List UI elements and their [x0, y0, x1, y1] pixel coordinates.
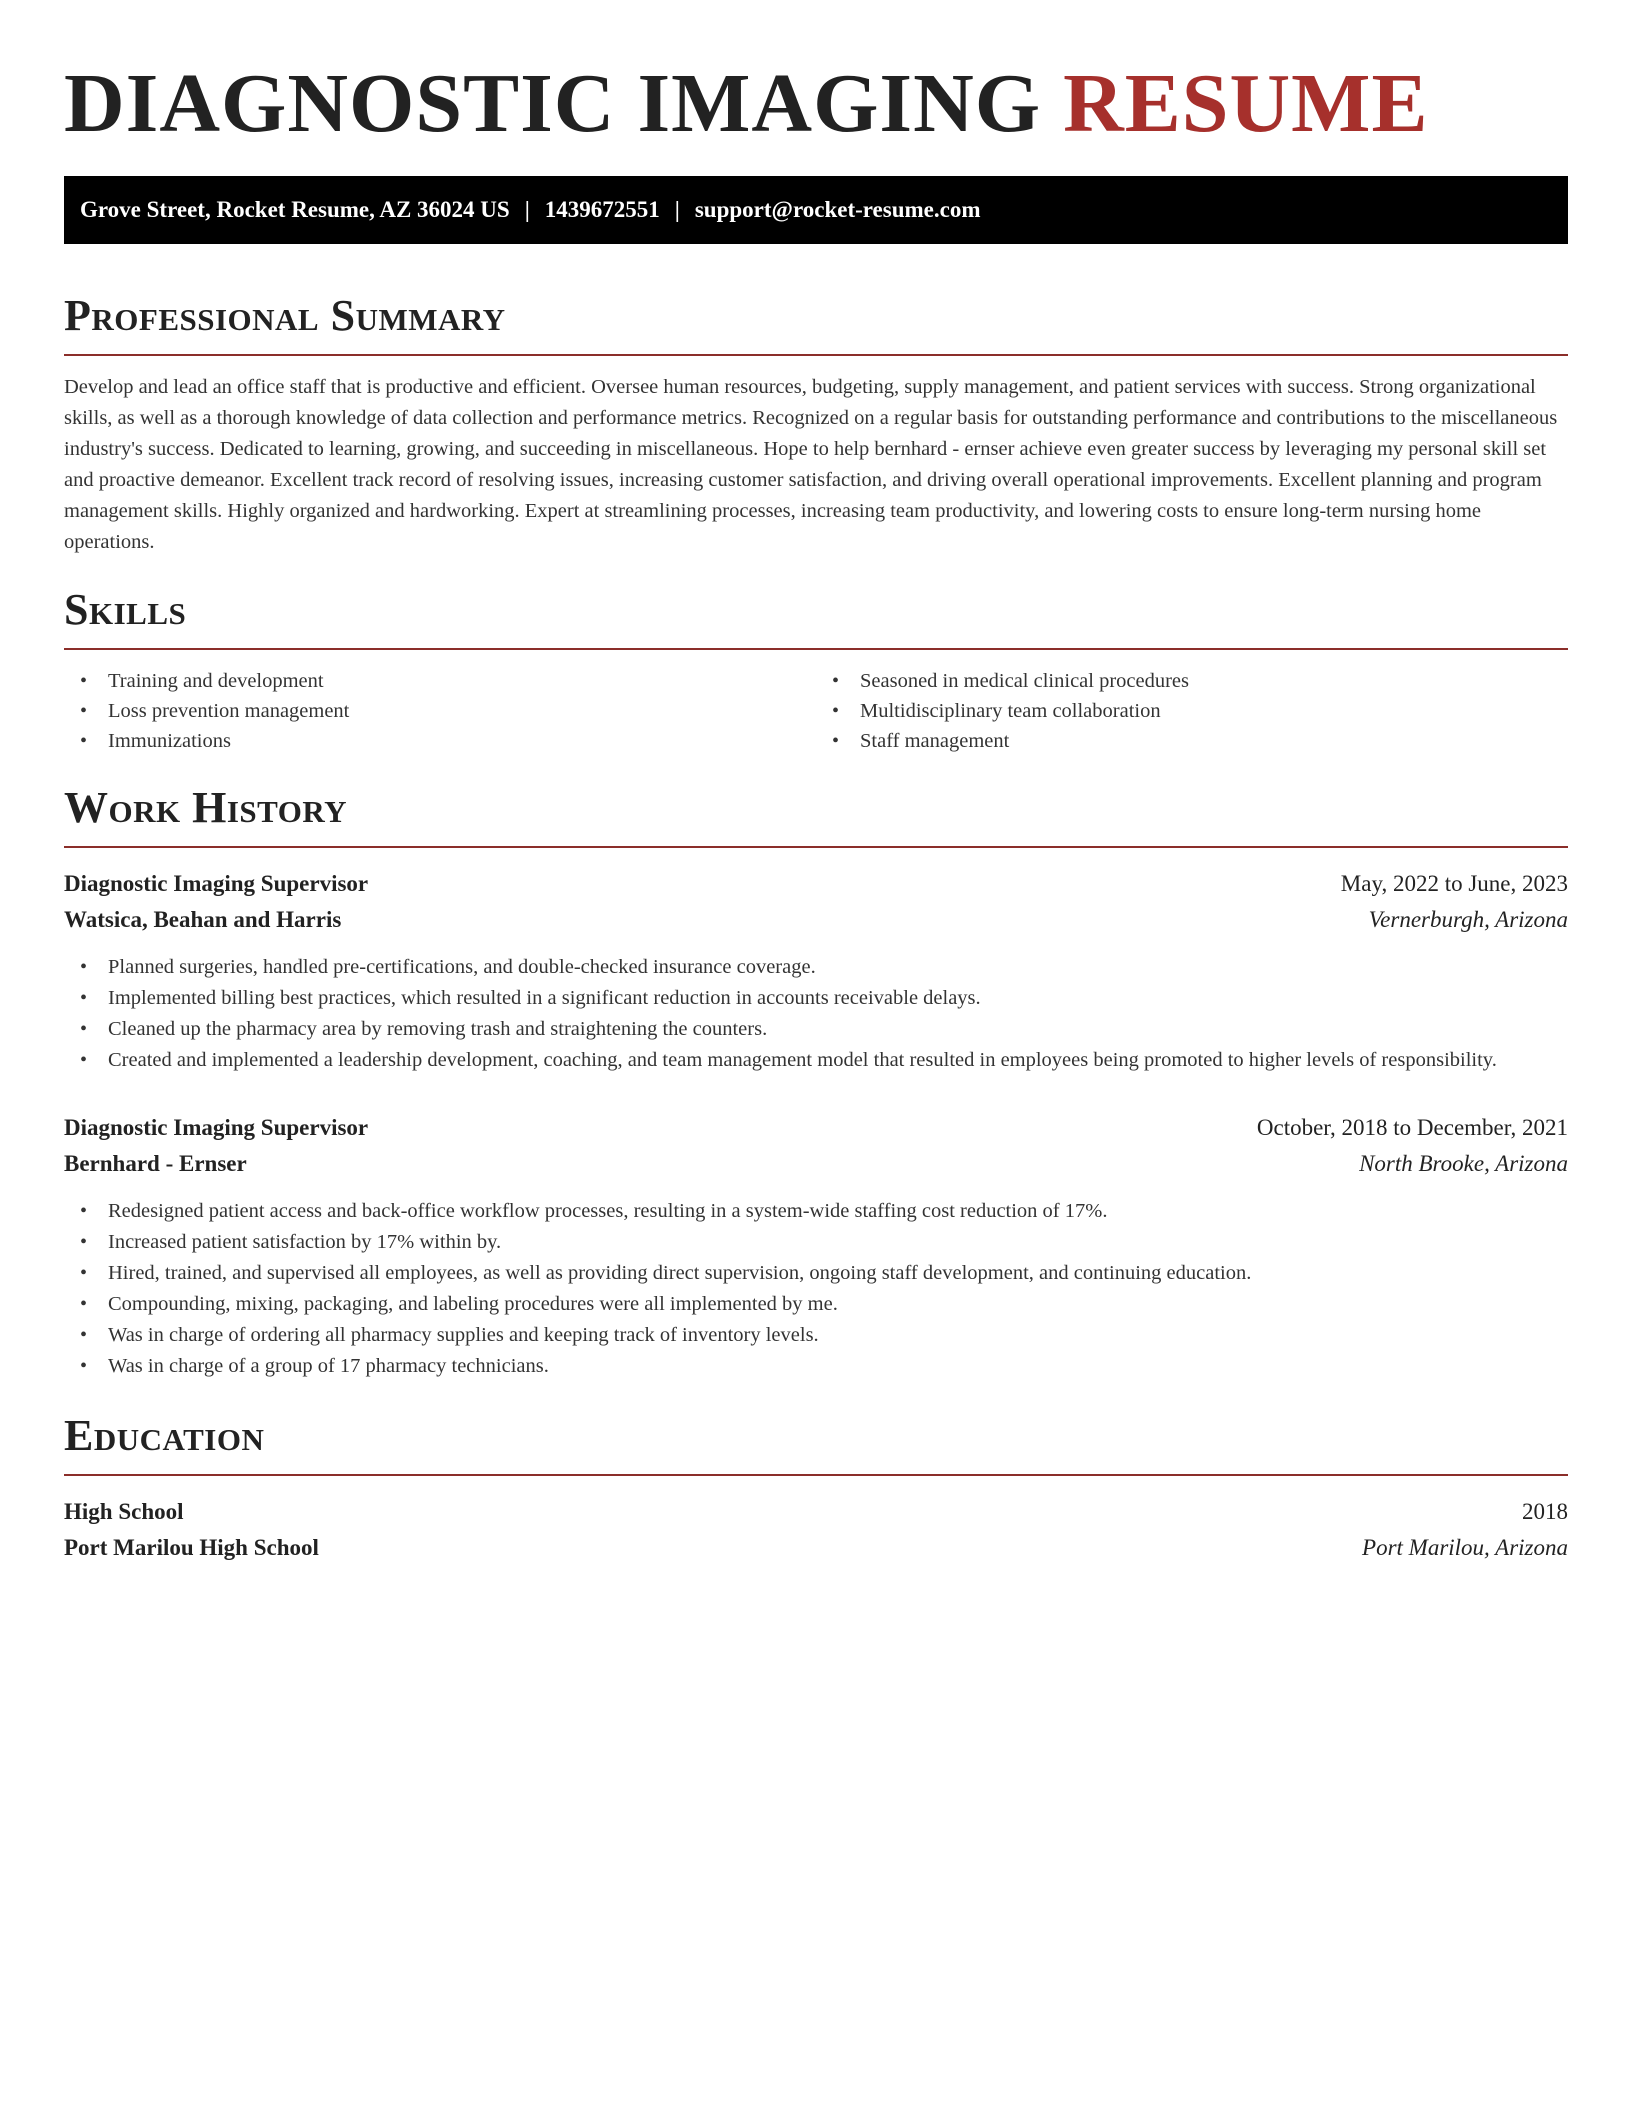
skills-column-left: [64, 666, 816, 756]
job-location: North Brooke, Arizona: [1359, 1151, 1568, 1176]
bullet-icon: •: [80, 1231, 88, 1253]
skill-item: • Seasoned in medical clinical procedures: [816, 666, 1568, 696]
job-dates: October, 2018 to December, 2021: [1256, 1115, 1568, 1140]
contact-bar: [64, 176, 1568, 244]
section-divider: [64, 354, 1568, 356]
contact-phone: 1439672551: [544, 197, 660, 222]
work-history-section: [64, 782, 1568, 1382]
job-title: Diagnostic Imaging Supervisor: [64, 1115, 369, 1140]
job-bullet: • Redesigned patient access and back-office workflow processes, resulting in a system-wide staffing cost reduction of 17%.: [64, 1196, 1568, 1227]
job-bullet: • Implemented billing best practices, which resulted in a significant reduction in accounts receivable delays.: [64, 983, 1568, 1014]
skills-heading: Skills: [64, 585, 187, 634]
education-year: 2018: [1522, 1499, 1568, 1524]
education-entry: [64, 1494, 1568, 1566]
job-bullet: • Compounding, mixing, packaging, and labeling procedures were all implemented by me.: [64, 1289, 1568, 1320]
job-dates: May, 2022 to June, 2023: [1340, 871, 1568, 896]
work-history-heading: Work History: [64, 783, 348, 832]
education-degree-row: [64, 1494, 1568, 1530]
job-entry: [64, 866, 1568, 1076]
job-location: Vernerburgh, Arizona: [1368, 907, 1568, 932]
summary-section: [64, 290, 1568, 558]
job-company-row: [64, 1146, 1568, 1182]
resume-title: [64, 56, 1568, 152]
title-main: DIAGNOSTIC IMAGING: [64, 57, 1042, 150]
education-heading: Education: [64, 1411, 265, 1460]
job-title: Diagnostic Imaging Supervisor: [64, 871, 369, 896]
education-location: Port Marilou, Arizona: [1362, 1535, 1568, 1560]
bullet-icon: •: [80, 1049, 88, 1071]
job-bullet: • Was in charge of ordering all pharmacy supplies and keeping track of inventory levels.: [64, 1320, 1568, 1351]
skill-item: • Loss prevention management: [64, 696, 816, 726]
skills-section: [64, 584, 1568, 756]
job-company: Watsica, Beahan and Harris: [64, 907, 342, 932]
job-company: Bernhard - Ernser: [64, 1151, 247, 1176]
education-degree: High School: [64, 1499, 184, 1524]
section-divider: [64, 1474, 1568, 1476]
contact-separator: |: [524, 197, 530, 222]
section-divider: [64, 846, 1568, 848]
contact-address: Grove Street, Rocket Resume, AZ 36024 US: [80, 197, 510, 222]
skills-column-right: [816, 666, 1568, 756]
bullet-icon: •: [80, 1018, 88, 1040]
job-bullets: [64, 1196, 1568, 1382]
section-divider: [64, 648, 1568, 650]
bullet-icon: •: [80, 670, 88, 692]
bullet-icon: •: [80, 1262, 88, 1284]
contact-email: support@rocket-resume.com: [694, 197, 981, 222]
bullet-icon: •: [80, 1355, 88, 1377]
job-bullets: [64, 952, 1568, 1076]
contact-separator: |: [674, 197, 680, 222]
bullet-icon: •: [80, 1200, 88, 1222]
skill-item: • Multidisciplinary team collaboration: [816, 696, 1568, 726]
job-bullet: • Planned surgeries, handled pre-certifications, and double-checked insurance coverage.: [64, 952, 1568, 983]
job-bullet: • Increased patient satisfaction by 17% within by.: [64, 1227, 1568, 1258]
bullet-icon: •: [80, 1293, 88, 1315]
skill-item: • Training and development: [64, 666, 816, 696]
job-bullet: • Cleaned up the pharmacy area by removing trash and straightening the counters.: [64, 1014, 1568, 1045]
job-bullet: • Was in charge of a group of 17 pharmacy technicians.: [64, 1351, 1568, 1382]
skills-grid: [64, 666, 1568, 756]
bullet-icon: •: [832, 730, 840, 752]
job-header-row: [64, 866, 1568, 902]
bullet-icon: •: [832, 670, 840, 692]
bullet-icon: •: [80, 1324, 88, 1346]
summary-heading: Professional Summary: [64, 291, 506, 340]
bullet-icon: •: [80, 956, 88, 978]
title-accent: RESUME: [1063, 57, 1429, 150]
education-school-row: [64, 1530, 1568, 1566]
skill-item: • Immunizations: [64, 726, 816, 756]
bullet-icon: •: [80, 700, 88, 722]
job-entry: [64, 1110, 1568, 1382]
bullet-icon: •: [80, 730, 88, 752]
job-bullet: • Created and implemented a leadership development, coaching, and team management model that resulted in employees being promoted to higher levels of responsibility.: [64, 1045, 1568, 1076]
job-company-row: [64, 902, 1568, 938]
skill-item: • Staff management: [816, 726, 1568, 756]
bullet-icon: •: [832, 700, 840, 722]
job-bullet: • Hired, trained, and supervised all employees, as well as providing direct supervision, ongoing staff development, and continuing education.: [64, 1258, 1568, 1289]
education-school: Port Marilou High School: [64, 1535, 319, 1560]
bullet-icon: •: [80, 987, 88, 1009]
summary-text: Develop and lead an office staff that is productive and efficient. Oversee human resources, budgeting, supply management, and patient services with success. Strong organizational skills, as well as a thorough knowledge of data collection and performance metrics. Recognized on a regular basis for outstanding performance and contributions to the miscellaneous industry's success. Dedicated to learning, growing, and succeeding in miscellaneous. Hope to help bernhard - ernser achieve even greater success by leveraging my personal skill set and proactive demeanor. Excellent track record of resolving issues, increasing customer satisfaction, and driving overall operational improvements. Excellent planning and program management skills. Highly organized and hardworking. Expert at streamlining processes, increasing team productivity, and lowering costs to ensure long-term nursing home operations.: [64, 376, 1558, 553]
job-header-row: [64, 1110, 1568, 1146]
education-section: [64, 1410, 1568, 1566]
